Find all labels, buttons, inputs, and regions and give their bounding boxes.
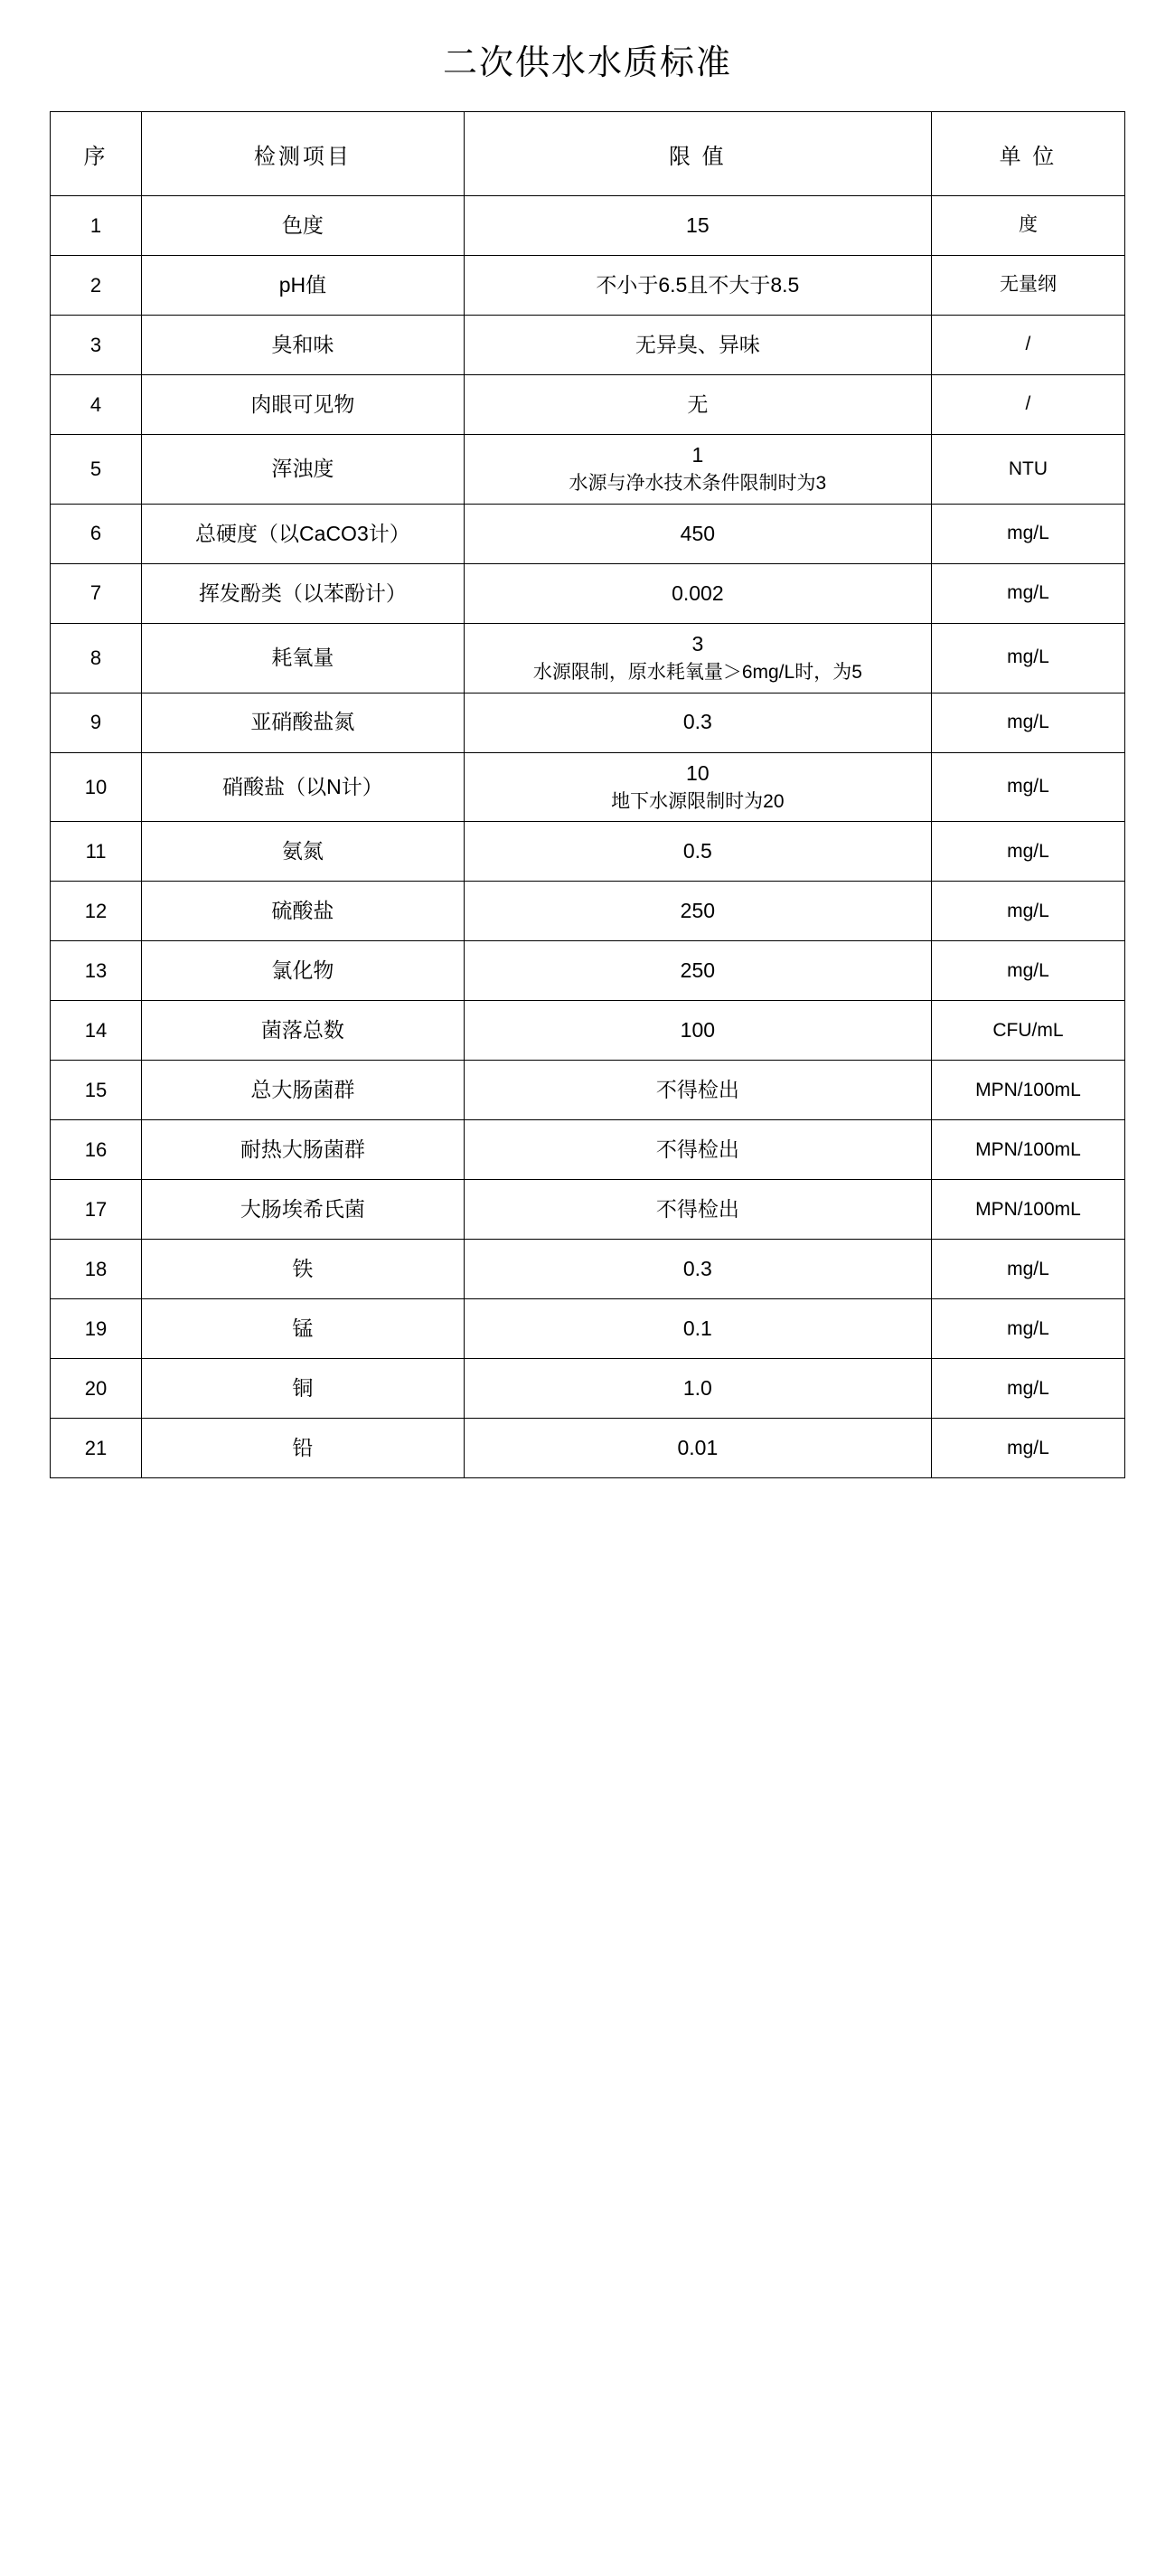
cell-limit <box>464 435 931 505</box>
cell-limit <box>464 1359 931 1419</box>
table-row <box>51 316 1125 375</box>
cell-sequence: 10 <box>51 752 142 822</box>
cell-unit: mg/L <box>931 822 1124 882</box>
cell-limit-note: 水源与净水技术条件限制时为3 <box>569 473 827 495</box>
cell-sequence: 11 <box>51 822 142 882</box>
cell-limit-value: 不得检出 <box>655 1137 739 1162</box>
table-row <box>51 1359 1125 1419</box>
cell-limit-value: 250 <box>680 899 716 923</box>
column-header-unit: 单 位 <box>931 112 1124 196</box>
cell-limit <box>464 375 931 435</box>
cell-item: 铅 <box>142 1419 465 1478</box>
column-header-item: 检测项目 <box>142 112 465 196</box>
cell-sequence: 14 <box>51 1001 142 1061</box>
cell-item: 总硬度（以CaCO3计） <box>142 504 465 563</box>
cell-item: 铜 <box>142 1359 465 1419</box>
cell-sequence: 20 <box>51 1359 142 1419</box>
cell-unit: mg/L <box>931 1359 1124 1419</box>
table-row <box>51 1299 1125 1359</box>
cell-limit-value: 不得检出 <box>655 1197 739 1222</box>
cell-item: 色度 <box>142 196 465 256</box>
cell-limit-value: 450 <box>680 521 716 545</box>
cell-limit <box>464 256 931 316</box>
cell-item: 菌落总数 <box>142 1001 465 1061</box>
cell-limit-value: 10 <box>686 760 710 785</box>
cell-sequence: 12 <box>51 882 142 941</box>
cell-sequence: 1 <box>51 196 142 256</box>
cell-item: 总大肠菌群 <box>142 1061 465 1120</box>
cell-item: 锰 <box>142 1299 465 1359</box>
cell-limit-value: 无 <box>687 392 709 416</box>
column-header-limit: 限 值 <box>464 112 931 196</box>
cell-item: 硫酸盐 <box>142 882 465 941</box>
column-header-seq: 序 <box>51 112 142 196</box>
cell-limit-value: 0.01 <box>677 1436 719 1460</box>
cell-item: 臭和味 <box>142 316 465 375</box>
cell-sequence: 5 <box>51 435 142 505</box>
cell-item: 耗氧量 <box>142 623 465 693</box>
cell-item: 浑浊度 <box>142 435 465 505</box>
cell-item: 挥发酚类（以苯酚计） <box>142 563 465 623</box>
table-row <box>51 941 1125 1001</box>
table-row <box>51 1061 1125 1120</box>
cell-unit: 度 <box>931 196 1124 256</box>
cell-limit <box>464 1180 931 1240</box>
table-row <box>51 623 1125 693</box>
cell-limit <box>464 563 931 623</box>
cell-limit-value: 250 <box>680 958 716 983</box>
table-row <box>51 1120 1125 1180</box>
cell-limit <box>464 1419 931 1478</box>
cell-limit <box>464 941 931 1001</box>
table-row <box>51 1419 1125 1478</box>
cell-sequence: 17 <box>51 1180 142 1240</box>
cell-limit-value: 不得检出 <box>655 1078 739 1102</box>
table-row <box>51 256 1125 316</box>
table-row <box>51 1240 1125 1299</box>
cell-sequence: 15 <box>51 1061 142 1120</box>
cell-sequence: 7 <box>51 563 142 623</box>
cell-unit: MPN/100mL <box>931 1120 1124 1180</box>
table-row <box>51 1001 1125 1061</box>
table-row <box>51 1180 1125 1240</box>
cell-unit: mg/L <box>931 752 1124 822</box>
cell-limit <box>464 693 931 752</box>
cell-unit: mg/L <box>931 1240 1124 1299</box>
cell-unit: NTU <box>931 435 1124 505</box>
cell-unit: MPN/100mL <box>931 1180 1124 1240</box>
cell-sequence: 6 <box>51 504 142 563</box>
table-row <box>51 435 1125 505</box>
cell-limit-value: 1 <box>691 443 704 467</box>
cell-sequence: 9 <box>51 693 142 752</box>
cell-sequence: 18 <box>51 1240 142 1299</box>
cell-limit-value: 0.3 <box>682 1257 712 1281</box>
cell-unit: mg/L <box>931 623 1124 693</box>
cell-unit: mg/L <box>931 882 1124 941</box>
cell-limit-value: 100 <box>680 1018 716 1043</box>
table-row <box>51 563 1125 623</box>
cell-limit-value: 0.1 <box>682 1316 712 1341</box>
cell-sequence: 21 <box>51 1419 142 1478</box>
cell-limit <box>464 623 931 693</box>
cell-sequence: 3 <box>51 316 142 375</box>
cell-unit: mg/L <box>931 693 1124 752</box>
cell-limit-note: 水源限制，原水耗氧量＞6mg/L时，为5 <box>532 662 862 684</box>
cell-unit: mg/L <box>931 941 1124 1001</box>
cell-limit <box>464 882 931 941</box>
table-row <box>51 196 1125 256</box>
cell-sequence: 19 <box>51 1299 142 1359</box>
cell-item: 肉眼可见物 <box>142 375 465 435</box>
cell-limit-value: 15 <box>686 212 710 237</box>
cell-limit <box>464 196 931 256</box>
cell-limit-value: 无异臭、异味 <box>634 332 760 356</box>
table-header-row <box>51 112 1125 196</box>
cell-limit <box>464 1061 931 1120</box>
cell-item: 氨氮 <box>142 822 465 882</box>
cell-unit: / <box>931 375 1124 435</box>
table-row <box>51 375 1125 435</box>
cell-item: 硝酸盐（以N计） <box>142 752 465 822</box>
table-header <box>51 112 1125 196</box>
cell-unit: MPN/100mL <box>931 1061 1124 1120</box>
cell-limit-value: 不小于6.5且不大于8.5 <box>596 272 800 297</box>
table-body <box>51 196 1125 1478</box>
cell-item: 氯化物 <box>142 941 465 1001</box>
cell-limit-value: 3 <box>691 631 704 656</box>
cell-limit-value: 0.3 <box>682 710 712 734</box>
cell-limit <box>464 316 931 375</box>
cell-limit <box>464 1240 931 1299</box>
cell-item: 铁 <box>142 1240 465 1299</box>
cell-sequence: 8 <box>51 623 142 693</box>
cell-item: 亚硝酸盐氮 <box>142 693 465 752</box>
cell-sequence: 2 <box>51 256 142 316</box>
cell-limit <box>464 1299 931 1359</box>
cell-item: pH值 <box>142 256 465 316</box>
cell-limit-value: 0.002 <box>672 580 724 605</box>
cell-unit: 无量纲 <box>931 256 1124 316</box>
cell-limit <box>464 822 931 882</box>
cell-limit-note: 地下水源限制时为20 <box>611 790 785 812</box>
water-quality-table <box>50 111 1125 1478</box>
cell-limit <box>464 1120 931 1180</box>
table-row <box>51 693 1125 752</box>
cell-unit: mg/L <box>931 563 1124 623</box>
table-row <box>51 504 1125 563</box>
page-title: 二次供水水质标准 <box>442 44 732 82</box>
cell-limit-value: 1.0 <box>682 1376 712 1401</box>
table-row <box>51 752 1125 822</box>
table-row <box>51 822 1125 882</box>
cell-unit: mg/L <box>931 504 1124 563</box>
cell-sequence: 4 <box>51 375 142 435</box>
cell-sequence: 16 <box>51 1120 142 1180</box>
cell-item: 耐热大肠菌群 <box>142 1120 465 1180</box>
cell-unit: mg/L <box>931 1299 1124 1359</box>
cell-limit <box>464 1001 931 1061</box>
cell-limit <box>464 752 931 822</box>
cell-sequence: 13 <box>51 941 142 1001</box>
cell-limit-value: 0.5 <box>682 839 712 863</box>
cell-unit: / <box>931 316 1124 375</box>
cell-unit: mg/L <box>931 1419 1124 1478</box>
cell-item: 大肠埃希氏菌 <box>142 1180 465 1240</box>
cell-unit: CFU/mL <box>931 1001 1124 1061</box>
table-row <box>51 882 1125 941</box>
cell-limit <box>464 504 931 563</box>
